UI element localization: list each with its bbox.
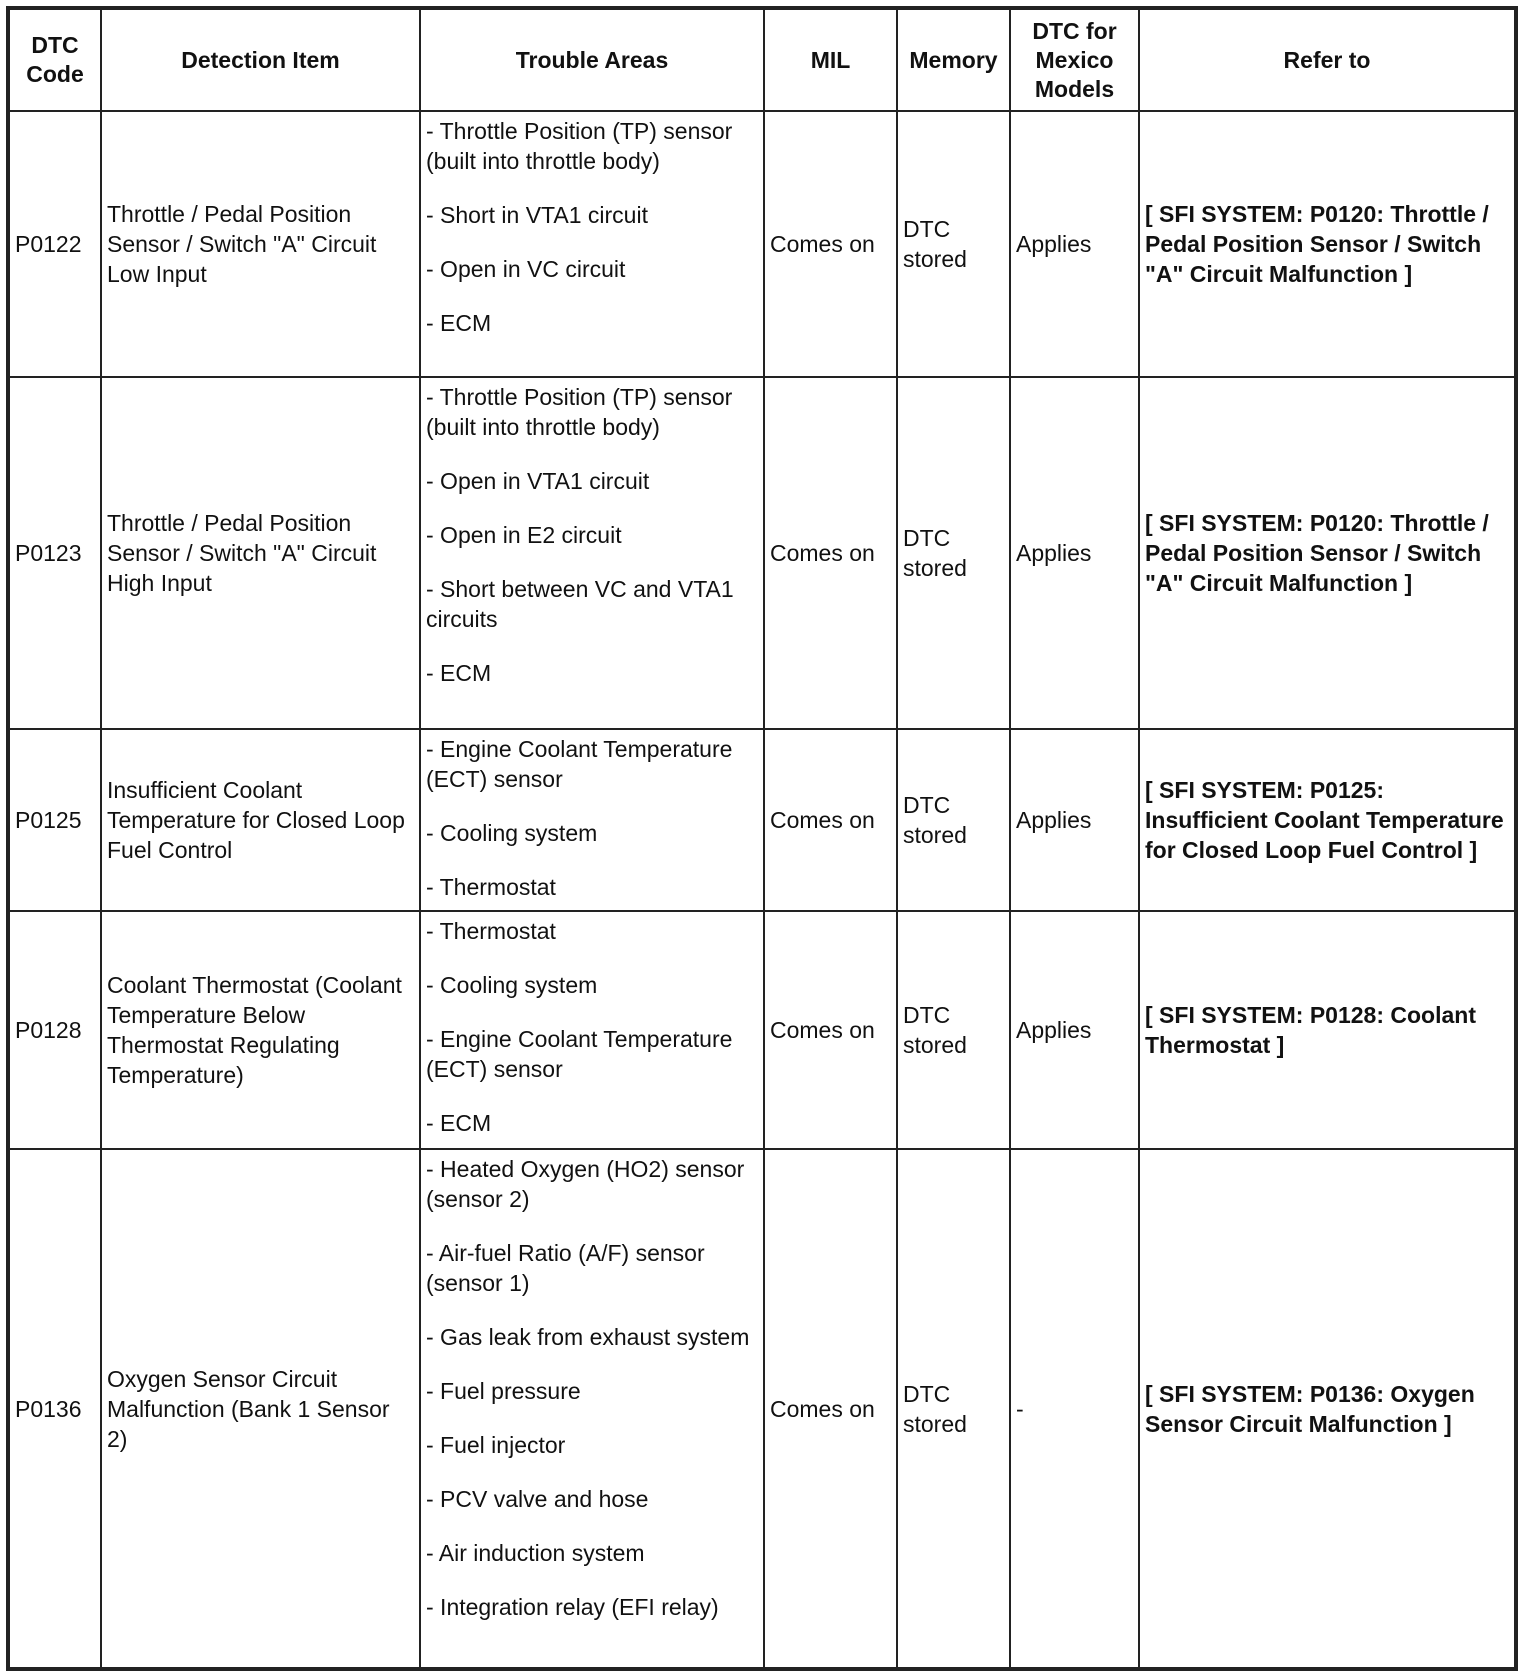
- trouble-area-item: - Throttle Position (TP) sensor (built into throttle body): [426, 118, 733, 174]
- memory-status: DTC stored: [897, 1149, 1010, 1669]
- mil-status: Comes on: [764, 911, 897, 1149]
- detection-item: Throttle / Pedal Position Sensor / Switch "A" Circuit High Input: [101, 377, 420, 729]
- trouble-area-item: - Short in VTA1 circuit: [426, 202, 648, 228]
- dtc-code: P0125: [8, 729, 101, 911]
- header-detection-item: Detection Item: [101, 8, 420, 111]
- trouble-area-item: - Open in VC circuit: [426, 256, 626, 282]
- trouble-area-item: - Fuel pressure: [426, 1378, 581, 1404]
- trouble-area-item: - ECM: [426, 660, 492, 686]
- mexico-applies: -: [1010, 1149, 1139, 1669]
- trouble-area-item: - Thermostat: [426, 874, 556, 900]
- memory-status: DTC stored: [897, 911, 1010, 1149]
- header-dtc-mexico: DTC for Mexico Models: [1010, 8, 1139, 111]
- table-row: [8, 377, 1516, 729]
- memory-status: DTC stored: [897, 377, 1010, 729]
- table-row: [8, 111, 1516, 377]
- header-refer-to: Refer to: [1139, 8, 1516, 111]
- table-row: [8, 911, 1516, 1149]
- trouble-areas: [420, 729, 764, 911]
- memory-status: DTC stored: [897, 111, 1010, 377]
- dtc-table: [6, 6, 1518, 1671]
- trouble-area-item: - Thermostat: [426, 918, 556, 944]
- dtc-code: P0122: [8, 111, 101, 377]
- dtc-code: P0123: [8, 377, 101, 729]
- refer-to-link[interactable]: [ SFI SYSTEM: P0120: Throttle / Pedal Position Sensor / Switch "A" Circuit Malfunction ]: [1139, 377, 1516, 729]
- trouble-area-item: - Heated Oxygen (HO2) sensor (sensor 2): [426, 1156, 745, 1212]
- trouble-areas: [420, 111, 764, 377]
- detection-item: Throttle / Pedal Position Sensor / Switch "A" Circuit Low Input: [101, 111, 420, 377]
- trouble-area-item: - Engine Coolant Temperature (ECT) sensor: [426, 736, 733, 792]
- detection-item: Coolant Thermostat (Coolant Temperature Below Thermostat Regulating Temperature): [101, 911, 420, 1149]
- header-mil: MIL: [764, 8, 897, 111]
- trouble-area-item: - Air induction system: [426, 1540, 645, 1566]
- trouble-area-item: - ECM: [426, 310, 492, 336]
- mexico-applies: Applies: [1010, 729, 1139, 911]
- header-trouble-areas: Trouble Areas: [420, 8, 764, 111]
- dtc-code: P0128: [8, 911, 101, 1149]
- trouble-areas: [420, 377, 764, 729]
- detection-item: Oxygen Sensor Circuit Malfunction (Bank 1 Sensor 2): [101, 1149, 420, 1669]
- mexico-applies: Applies: [1010, 911, 1139, 1149]
- table-row: [8, 1149, 1516, 1669]
- mexico-applies: Applies: [1010, 111, 1139, 377]
- mil-status: Comes on: [764, 111, 897, 377]
- header-row: [8, 8, 1516, 111]
- trouble-area-item: - Integration relay (EFI relay): [426, 1594, 719, 1620]
- table-row: [8, 729, 1516, 911]
- trouble-area-item: - Open in E2 circuit: [426, 522, 622, 548]
- refer-to-link[interactable]: [ SFI SYSTEM: P0128: Coolant Thermostat ]: [1139, 911, 1516, 1149]
- refer-to-link[interactable]: [ SFI SYSTEM: P0136: Oxygen Sensor Circuit Malfunction ]: [1139, 1149, 1516, 1669]
- detection-item: Insufficient Coolant Temperature for Closed Loop Fuel Control: [101, 729, 420, 911]
- trouble-area-item: - Throttle Position (TP) sensor (built into throttle body): [426, 384, 733, 440]
- refer-to-link[interactable]: [ SFI SYSTEM: P0125: Insufficient Coolant Temperature for Closed Loop Fuel Control ]: [1139, 729, 1516, 911]
- trouble-area-item: - Cooling system: [426, 972, 598, 998]
- mil-status: Comes on: [764, 377, 897, 729]
- trouble-area-item: - Engine Coolant Temperature (ECT) sensor: [426, 1026, 733, 1082]
- trouble-area-item: - Air-fuel Ratio (A/F) sensor (sensor 1): [426, 1240, 705, 1296]
- trouble-areas: [420, 1149, 764, 1669]
- trouble-area-item: - Short between VC and VTA1 circuits: [426, 576, 734, 632]
- dtc-code: P0136: [8, 1149, 101, 1669]
- trouble-area-item: - PCV valve and hose: [426, 1486, 649, 1512]
- header-memory: Memory: [897, 8, 1010, 111]
- refer-to-link[interactable]: [ SFI SYSTEM: P0120: Throttle / Pedal Position Sensor / Switch "A" Circuit Malfunction ]: [1139, 111, 1516, 377]
- mexico-applies: Applies: [1010, 377, 1139, 729]
- trouble-area-item: - Fuel injector: [426, 1432, 566, 1458]
- mil-status: Comes on: [764, 1149, 897, 1669]
- trouble-area-item: - Cooling system: [426, 820, 598, 846]
- trouble-areas: [420, 911, 764, 1149]
- trouble-area-item: - Open in VTA1 circuit: [426, 468, 650, 494]
- header-dtc-code: DTC Code: [8, 8, 101, 111]
- memory-status: DTC stored: [897, 729, 1010, 911]
- trouble-area-item: - Gas leak from exhaust system: [426, 1324, 750, 1350]
- trouble-area-item: - ECM: [426, 1110, 492, 1136]
- mil-status: Comes on: [764, 729, 897, 911]
